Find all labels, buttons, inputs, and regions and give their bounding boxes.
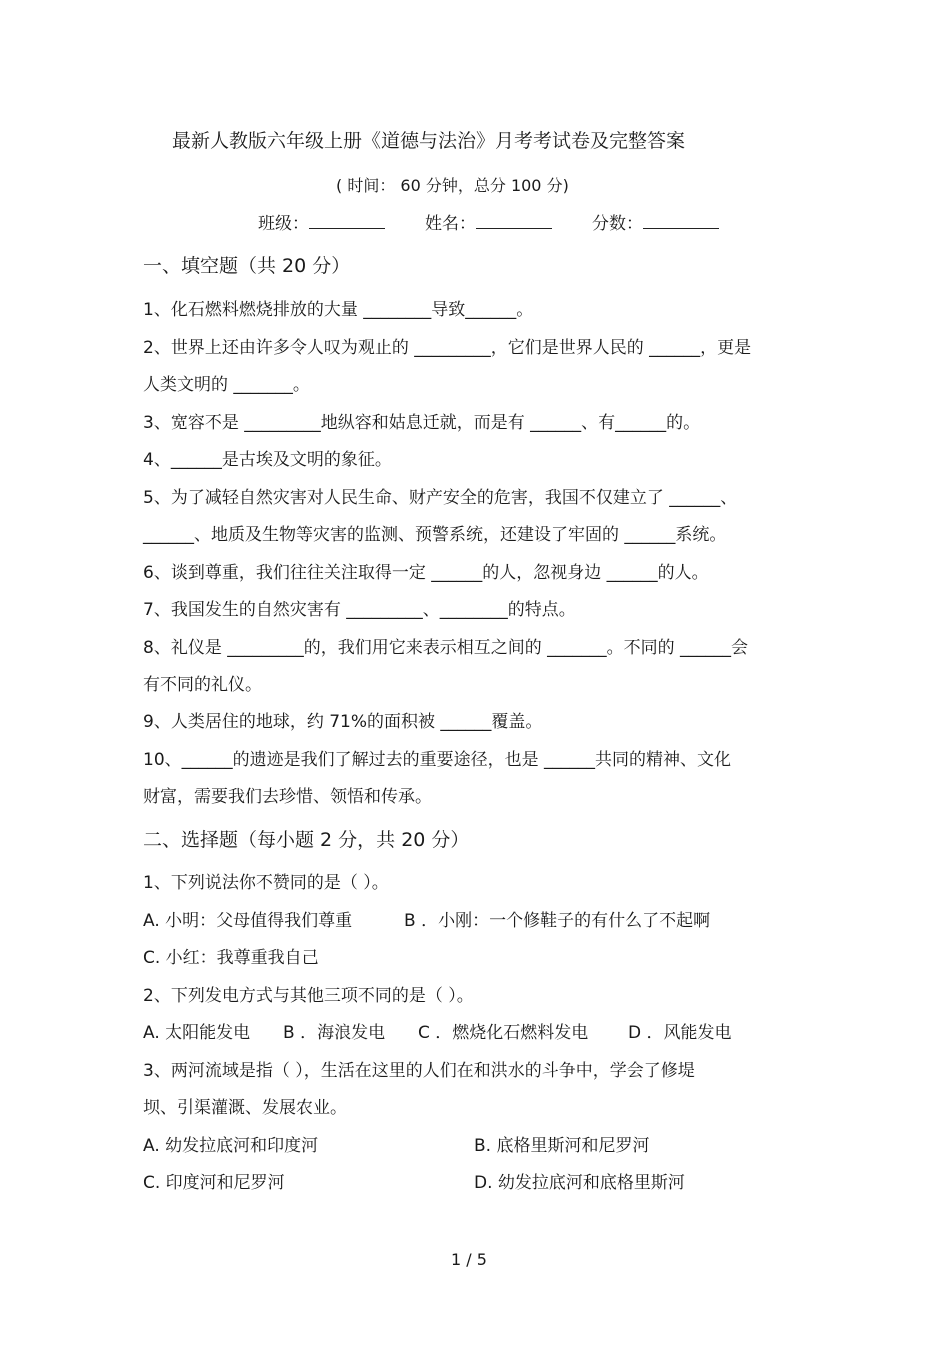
- class-field[interactable]: [309, 212, 385, 229]
- question-stem: 2、下列发电方式与其他三项不同的是（ ）。: [143, 986, 474, 1006]
- fill-line: 7、我国发生的自然灾害有 _________、________的特点。: [143, 600, 576, 620]
- fill-line: 10、______的遗迹是我们了解过去的重要途径，也是 ______共同的精神、文化: [143, 750, 732, 770]
- question-stem: 3、两河流域是指（ ），生活在这里的人们在和洪水的斗争中，学会了修堤: [143, 1061, 695, 1081]
- fill-line: ______、地质及生物等灾害的监测、预警系统，还建设了牢固的 ______系统。: [143, 525, 727, 545]
- question-stem: 1、下列说法你不赞同的是（ ）。: [143, 873, 389, 893]
- fill-line: 6、谈到尊重，我们往往关注取得一定 ______的人，忽视身边 ______的人。: [143, 563, 709, 583]
- name-label: 姓名：: [425, 214, 476, 234]
- fill-line: 1、化石燃料燃烧排放的大量 ________导致______。: [143, 300, 534, 320]
- option-a: A. 幼发拉底河和印度河: [143, 1136, 319, 1156]
- page-title: 最新人教版六年级上册《道德与法治》月考考试卷及完整答案: [172, 130, 686, 152]
- fill-line: 8、礼仪是 _________的，我们用它来表示相互之间的 _______。不同的 ______会: [143, 638, 749, 658]
- time-info: ( 时间： 60 分钟，总分 100 分): [336, 176, 569, 195]
- option-d: D ．风能发电: [628, 1023, 732, 1043]
- fill-line: 3、宽容不是 _________地纵容和姑息迁就，而是有 ______、有______的。: [143, 413, 701, 433]
- score-field[interactable]: [643, 212, 719, 229]
- score-label: 分数：: [592, 214, 643, 234]
- section1-heading: 一、填空题（共 20 分）: [143, 255, 351, 277]
- class-label: 班级：: [258, 214, 309, 234]
- fill-line: 财富，需要我们去珍惜、领悟和传承。: [143, 787, 432, 807]
- name-field[interactable]: [476, 212, 552, 229]
- section2-heading: 二、选择题（每小题 2 分，共 20 分）: [143, 829, 470, 851]
- option-c: C. 小红：我尊重我自己: [143, 948, 319, 968]
- option-a: A. 太阳能发电: [143, 1023, 251, 1043]
- question-stem-continued: 坝、引渠灌溉、发展农业。: [143, 1098, 347, 1118]
- option-b: B ．海浪发电: [283, 1023, 386, 1043]
- fill-line: 2、世界上还由许多令人叹为观止的 _________，它们是世界人民的 ______，更是: [143, 338, 752, 358]
- option-b: B ．小刚：一个修鞋子的有什么了不起啊: [404, 911, 711, 931]
- option-c: C. 印度河和尼罗河: [143, 1173, 285, 1193]
- fill-line: 5、为了减轻自然灾害对人民生命、财产安全的危害，我国不仅建立了 ______、: [143, 488, 738, 508]
- page-number: 1 / 5: [451, 1250, 487, 1269]
- option-d: D. 幼发拉底河和底格里斯河: [474, 1173, 685, 1193]
- option-c: C ．燃烧化石燃料发电: [418, 1023, 589, 1043]
- option-b: B. 底格里斯河和尼罗河: [474, 1136, 650, 1156]
- fill-line: 4、______是古埃及文明的象征。: [143, 450, 392, 470]
- fill-line: 有不同的礼仪。: [143, 675, 262, 695]
- fill-line: 人类文明的 _______。: [143, 375, 310, 395]
- info-fields: [258, 212, 719, 235]
- option-a: A. 小明：父母值得我们尊重: [143, 911, 353, 931]
- fill-line: 9、人类居住的地球，约 71%的面积被 ______覆盖。: [143, 712, 543, 732]
